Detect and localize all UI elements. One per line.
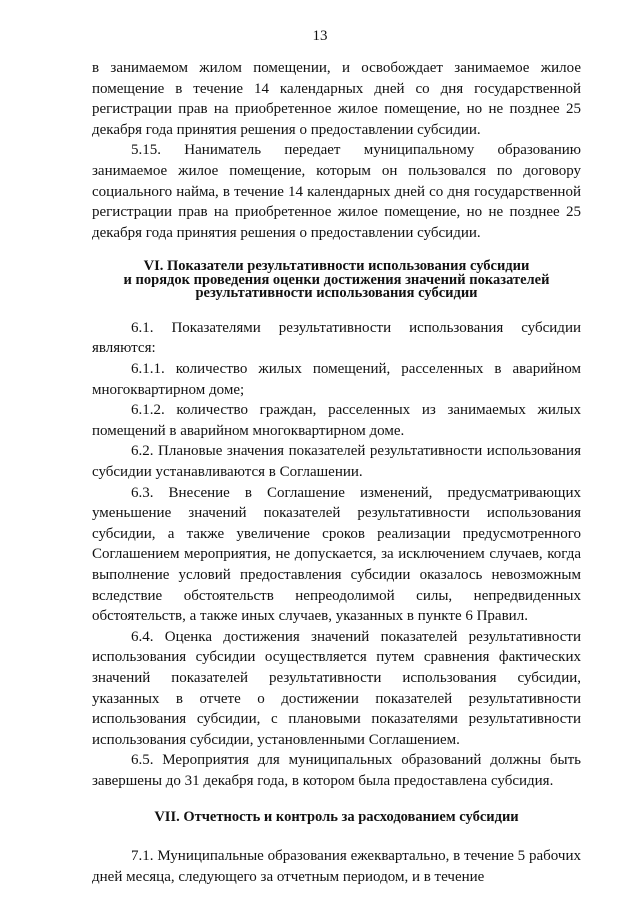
paragraph-6-1: 6.1. Показателями результативности использования субсидии являются: [92,319,581,357]
document-body [92,58,581,887]
paragraph-6-1-2: 6.1.2. количество граждан, расселенных из занимаемых жилых помещений в аварийном многоквартирном доме. [92,402,581,439]
paragraph-6-3: 6.3. Внесение в Соглашение изменений, предусматривающих уменьшение значений показателей результативности использования субсидии, а также увеличение сроков реализации предусмотренного Соглашением мероприятия, не допускается, за исключением случаев, когда выполнение условий предоставления субсидии оказалось невозможным вследствие обстоятельств непреодолимой силы, непредвиденных обстоятельств, а также иных случаев, указанных в пункте 6 Правил. [92,484,581,625]
paragraph-6-4: 6.4. Оценка достижения значений показателей результативности использования субсидии осуществляется путем сравнения фактических значений показателей результативности использования субсидии, указанных в отчете о достижении показателей результативности использования субсидии, с плановыми показателями результативности использования субсидии, установленными Соглашением. [92,628,581,748]
section-heading-vii [92,808,581,825]
section-heading-vi-line-1: VI. Показатели результативности использования субсидии [143,258,530,275]
paragraph-6-1-1: 6.1.1. количество жилых помещений, расселенных в аварийном многоквартирном доме; [92,361,581,398]
section-heading-vi [92,260,581,301]
paragraph-6-2: 6.2. Плановые значения показателей результативности использования субсидии устанавливаются в Соглашении. [92,443,581,480]
paragraph-7-1: 7.1. Муниципальные образования ежеквартально, в течение 5 рабочих дней месяца, следующего за отчетным периодом, и в течение [92,848,581,885]
paragraph-6-5: 6.5. Мероприятия для муниципальных образований должны быть завершены до 31 декабря года, в котором была предоставлена субсидия. [92,752,581,789]
paragraph-5-15: 5.15. Наниматель передает муниципальному образованию занимаемое жилое помещение, которым он пользовался по договору социального найма, в течение 14 календарных дней со дня государственной регистрации прав на приобретенное жилое помещение, но не позднее 25 декабря года принятия решения о предоставлении субсидии. [92,142,581,241]
section-heading-vii-line-1: VII. Отчетность и контроль за расходованием субсидии [154,808,519,825]
page-number: 13 [312,28,328,44]
section-heading-vi-line-2: и порядок проведения оценки достижения значений показателей [123,271,550,288]
section-heading-vi-line-3: результативности использования субсидии [195,285,478,302]
paragraph-continuation: в занимаемом жилом помещении, и освобождает занимаемое жилое помещение в течение 14 календарных дней со дня государственной регистрации прав на приобретенное жилое помещение, но не позднее 25 декабря года принятия решения о предоставлении субсидии. [92,60,581,138]
